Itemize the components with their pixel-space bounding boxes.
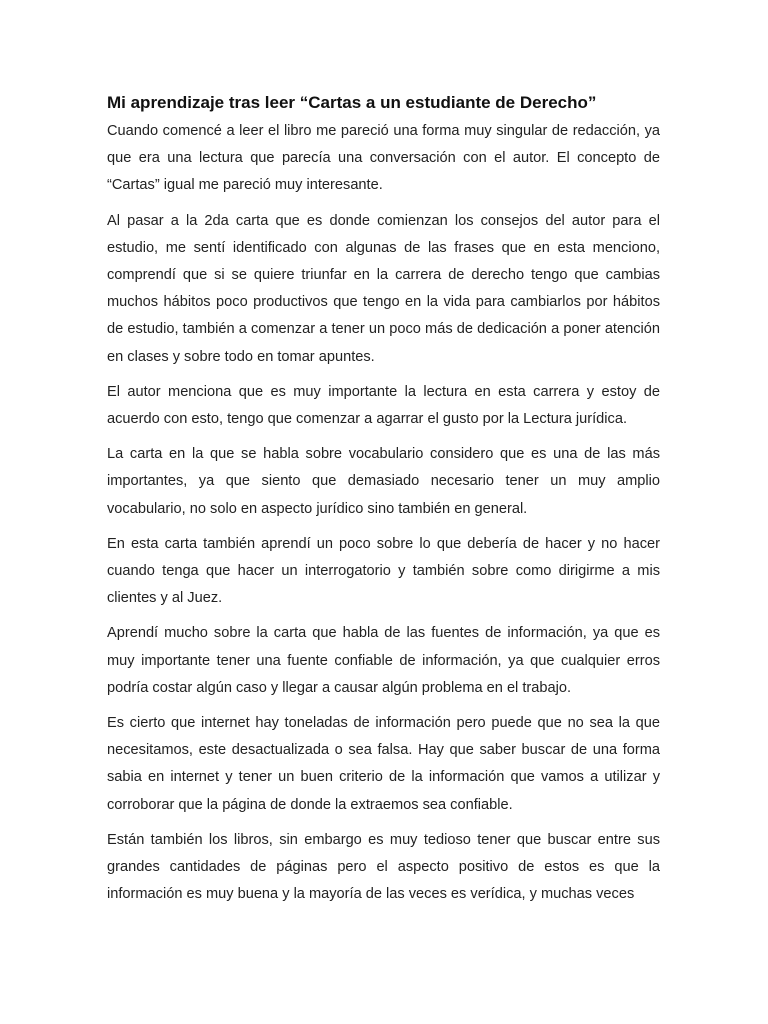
paragraph: El autor menciona que es muy importante la lectura en esta carrera y estoy de acuerdo con esto, tengo que comenzar a agarrar el gusto por la Lectura jurídica.: [107, 383, 660, 428]
document-page: [107, 90, 660, 908]
paragraph: Es cierto que internet hay toneladas de información pero puede que no sea la que necesitamos, este desactualizada o sea falsa. Hay que saber buscar de una forma sabia en internet y tener un buen criterio de la información que vamos a utilizar y corroborar que la página de donde la extraemos sea confiable.: [107, 715, 660, 813]
paragraph: Al pasar a la 2da carta que es donde comienzan los consejos del autor para el estudio, me sentí identificado con algunas de las frases que en esta menciono, comprendí que si se quiere triunfar en la carrera de derecho tengo que cambias muchos hábitos poco productivos que tengo en la vida para cambiarlos por hábitos de estudio, también a comenzar a tener un poco más de dedicación a poner atención en clases y sobre todo en tomar apuntes.: [107, 212, 660, 365]
paragraph: Están también los libros, sin embargo es muy tedioso tener que buscar entre sus grandes cantidades de páginas pero el aspecto positivo de estos es que la información es muy buena y la mayoría de las veces es verídica, y muchas veces: [107, 831, 660, 903]
paragraph: Cuando comencé a leer el libro me pareció una forma muy singular de redacción, ya que era una lectura que parecía una conversación con el autor. El concepto de “Cartas” igual me pareció muy interesante.: [107, 123, 660, 194]
paragraph: Aprendí mucho sobre la carta que habla de las fuentes de información, ya que es muy importante tener una fuente confiable de información, ya que cualquier erros podría costar algún caso y llegar a causar algún problema en el trabajo.: [107, 625, 660, 696]
paragraph: En esta carta también aprendí un poco sobre lo que debería de hacer y no hacer cuando tenga que hacer un interrogatorio y también sobre como dirigirme a mis clientes y al Juez.: [107, 535, 660, 607]
document-title: Mi aprendizaje tras leer “Cartas a un estudiante de Derecho”: [107, 93, 597, 112]
paragraph: La carta en la que se habla sobre vocabulario considero que es una de las más importantes, ya que siento que demasiado necesario tener un muy amplio vocabulario, no solo en aspecto jurídico sino también en general.: [107, 446, 660, 517]
